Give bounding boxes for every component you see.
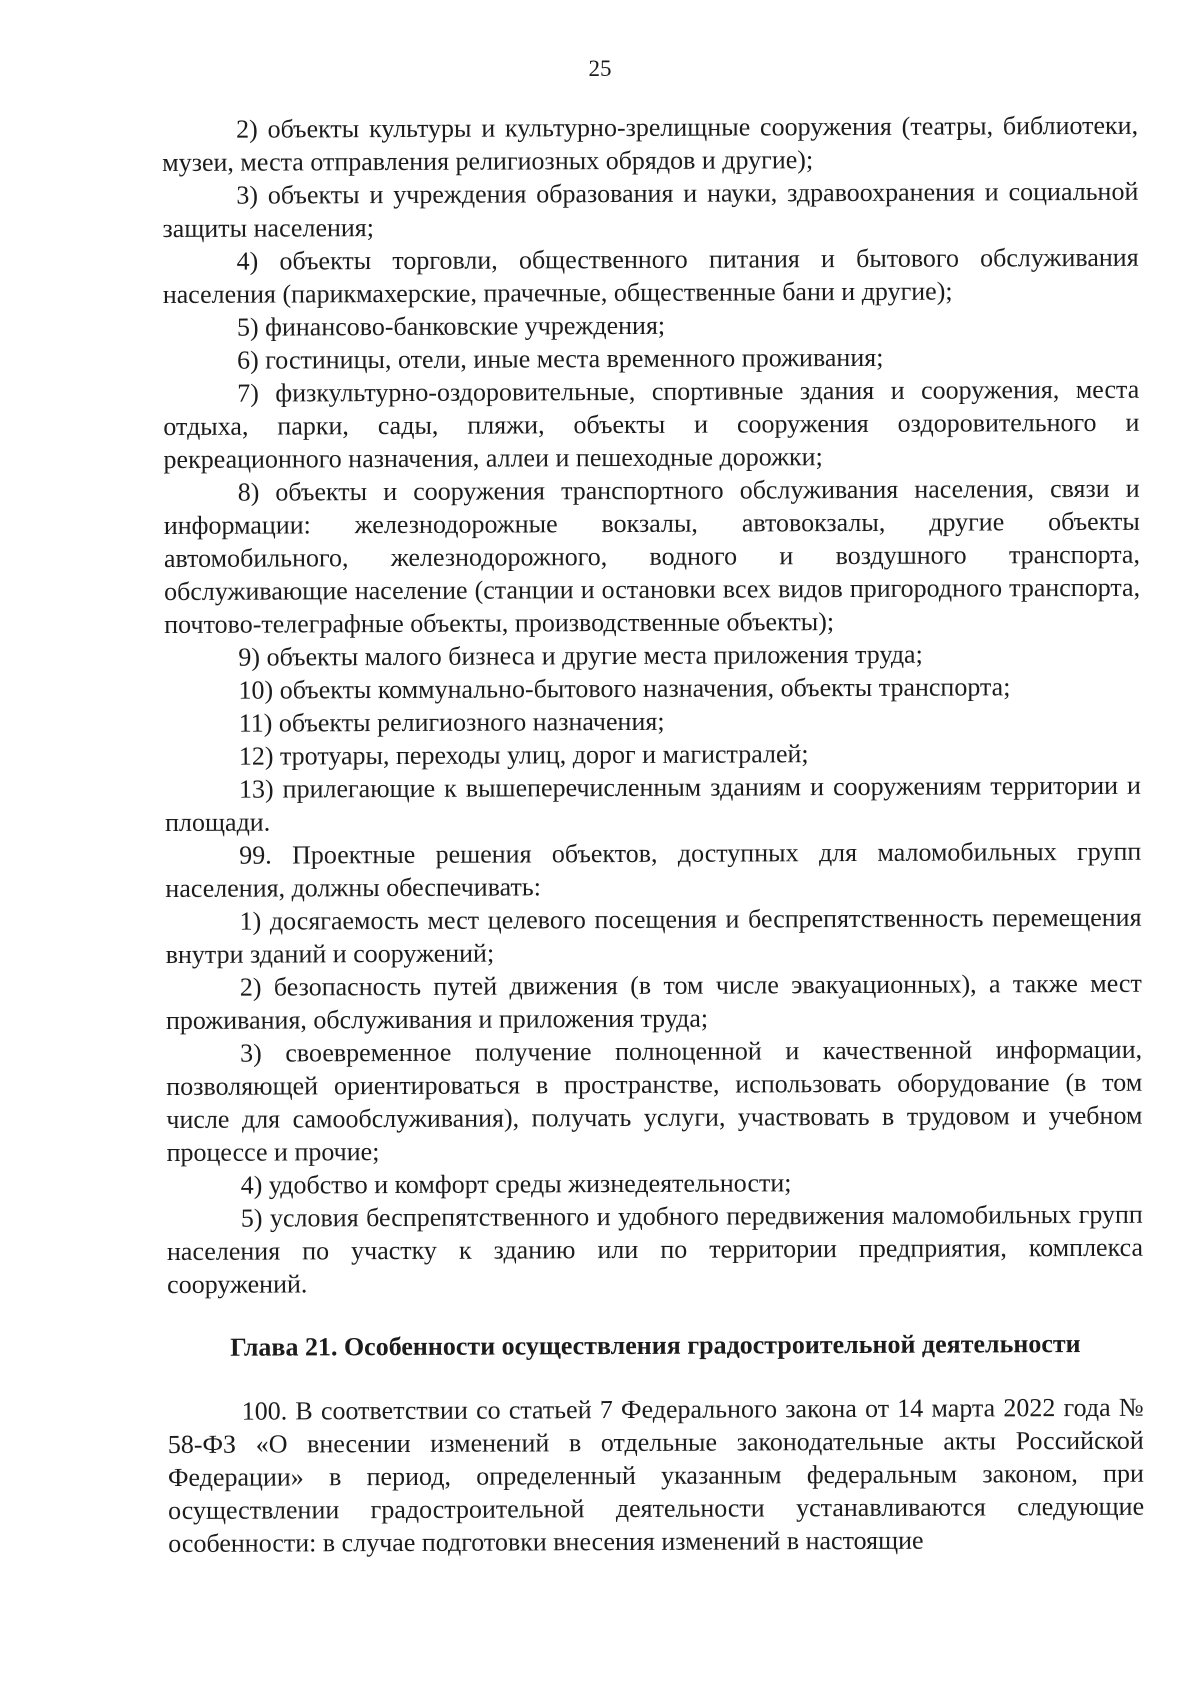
list-item: 8) объекты и сооружения транспортного обслуживания населения, связи и информации: железнодорожные вокзалы, автовокзалы, другие объекты автомобильного, железнодорожного, водного и воздушного транспорта, обслуживающие население (станции и остановки всех видов пригородного транспорта, почтово-телеграфные объекты, производственные объекты); <box>163 473 1141 639</box>
list-item: 5) финансово-банковские учреждения; <box>236 310 666 342</box>
list-item: 9) объекты малого бизнеса и другие места приложения труда; <box>238 639 923 672</box>
section-99-intro: 99. Проектные решения объектов, доступных для маломобильных групп населения, должны обеспечивать: <box>165 836 1142 903</box>
document-body <box>162 109 1144 1560</box>
list-item: 2) объекты культуры и культурно-зрелищные сооружения (театры, библиотеки, музеи, места отправления религиозных обрядов и другие); <box>162 110 1139 177</box>
list-item: 6) гостиницы, отели, иные места временного проживания; <box>237 342 884 375</box>
list-item: 1) досягаемость мест целевого посещения и беспрепятственность перемещения внутри зданий и сооружений; <box>165 902 1142 969</box>
list-item: 4) объекты торговли, общественного питания и бытового обслуживания населения (парикмахерские, прачечные, общественные бани и другие); <box>162 242 1139 309</box>
list-item: 3) объекты и учреждения образования и науки, здравоохранения и социальной защиты населения; <box>162 176 1139 243</box>
list-item: 3) своевременное получение полноценной и качественной информации, позволяющей ориентироваться в пространстве, использовать оборудование (в том числе для самообслуживания), получать услуги, участвовать в трудовом и учебном процессе и прочие; <box>166 1034 1143 1167</box>
chapter-title: Глава 21. Особенности осуществления градостроительной деятельности <box>230 1329 1081 1362</box>
list-item: 11) объекты религиозного назначения; <box>238 706 665 738</box>
list-item: 10) объекты коммунально-бытового назначения, объекты транспорта; <box>238 672 1011 705</box>
list-item: 4) удобство и комфорт среды жизнедеятельности; <box>240 1168 792 1200</box>
list-item: 13) прилегающие к вышеперечисленным зданиям и сооружениям территории и площади. <box>165 770 1142 837</box>
list-item: 5) условия беспрепятственного и удобного передвижения маломобильных групп населения по участку к зданию или по территории предприятия, комплекса сооружений. <box>166 1199 1144 1299</box>
list-item: 2) безопасность путей движения (в том числе эвакуационных), а также мест проживания, обслуживания и приложения труда; <box>165 968 1142 1035</box>
page-number: 25 <box>588 56 612 81</box>
list-item: 12) тротуары, переходы улиц, дорог и магистралей; <box>238 739 809 771</box>
list-item: 7) физкультурно-оздоровительные, спортивные здания и сооружения, места отдыха, парки, сады, пляжи, объекты и сооружения оздоровительного и рекреационного назначения, аллеи и пешеходные дорожки; <box>163 374 1140 474</box>
paragraph-100: 100. В соответствии со статьей 7 Федерального закона от 14 марта 2022 года № 58-ФЗ «О внесении изменений в отдельные законодательные акты Российской Федерации» в период, определенный указанным федеральным законом, при осуществлении градостроительной деятельности устанавливаются следующие особенности: в случае подготовки внесения изменений в настоящие <box>167 1392 1145 1558</box>
